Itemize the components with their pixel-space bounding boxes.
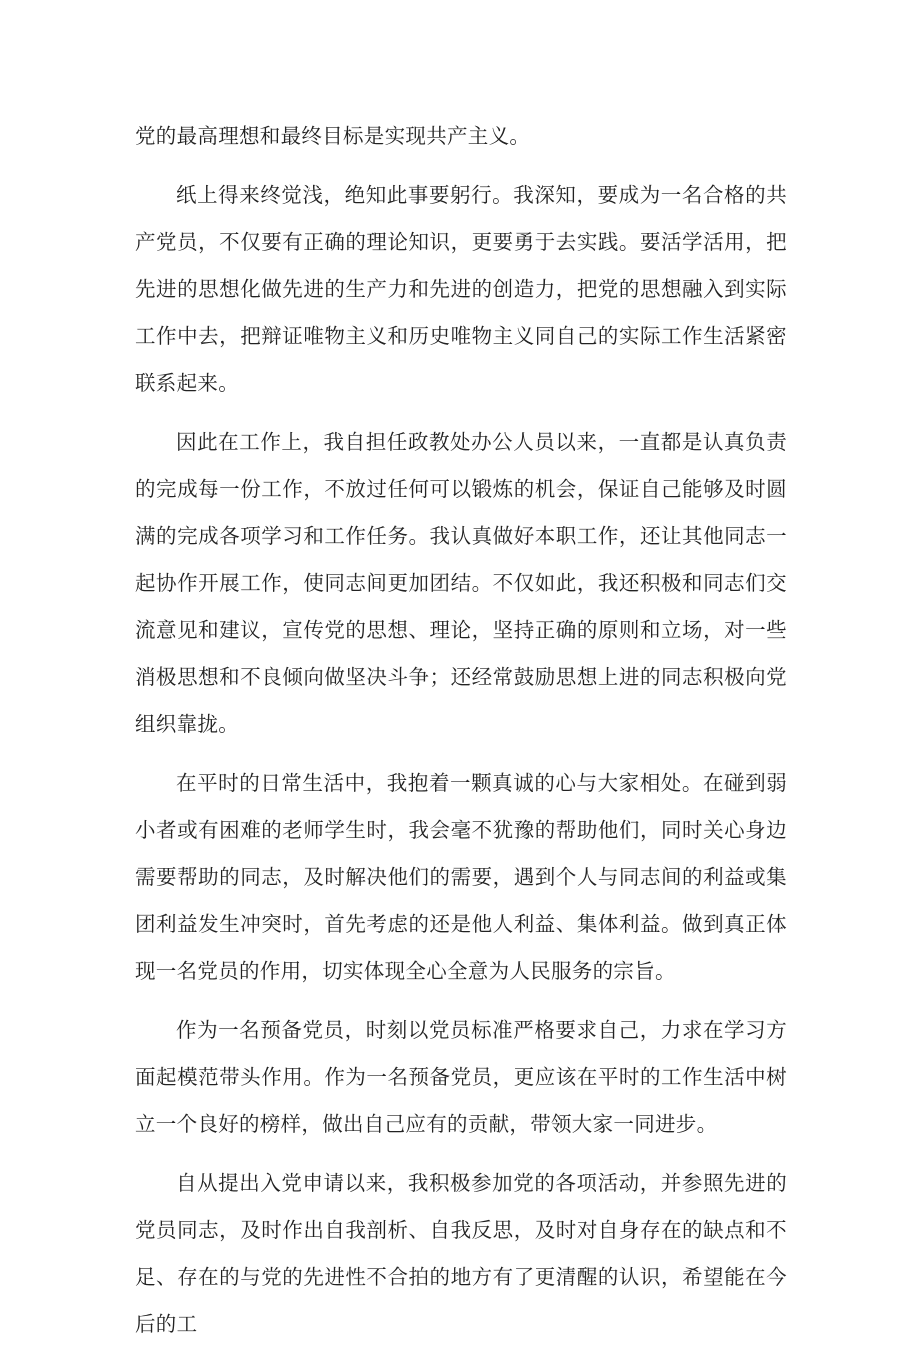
paragraph-6: 自从提出入党申请以来，我积极参加党的各项活动，并参照先进的党员同志，及时作出自我剖析、自我反思，及时对自身存在的缺点和不足、存在的与党的先进性不合拍的地方有了更清醒的认识，希望能在今后的工 <box>135 1171 787 1336</box>
document-body <box>135 113 787 1360</box>
paragraph-4: 在平时的日常生活中，我抱着一颗真诚的心与大家相处。在碰到弱小者或有困难的老师学生时，我会毫不犹豫的帮助他们，同时关心身边需要帮助的同志，及时解决他们的需要，遇到个人与同志间的利益或集团利益发生冲突时，首先考虑的还是他人利益、集体利益。做到真正体现一名党员的作用，切实体现全心全意为人民服务的宗旨。 <box>135 771 787 983</box>
paragraph-1: 党的最高理想和最终目标是实现共产主义。 <box>135 124 531 148</box>
paragraph-2: 纸上得来终觉浅，绝知此事要躬行。我深知，要成为一名合格的共产党员，不仅要有正确的理论知识，更要勇于去实践。要活学活用，把先进的思想化做先进的生产力和先进的创造力，把党的思想融入到实际工作中去，把辩证唯物主义和历史唯物主义同自己的实际工作生活紧密联系起来。 <box>135 183 787 395</box>
paragraph-3: 因此在工作上，我自担任政教处办公人员以来，一直都是认真负责的完成每一份工作，不放过任何可以锻炼的机会，保证自己能够及时圆满的完成各项学习和工作任务。我认真做好本职工作，还让其他同志一起协作开展工作，使同志间更加团结。不仅如此，我还积极和同志们交流意见和建议，宣传党的思想、理论，坚持正确的原则和立场，对一些消极思想和不良倾向做坚决斗争；还经常鼓励思想上进的同志积极向党组织靠拢。 <box>135 430 787 736</box>
paragraph-5: 作为一名预备党员，时刻以党员标准严格要求自己，力求在学习方面起模范带头作用。作为一名预备党员，更应该在平时的工作生活中树立一个良好的榜样，做出自己应有的贡献，带领大家一同进步。 <box>135 1018 787 1136</box>
